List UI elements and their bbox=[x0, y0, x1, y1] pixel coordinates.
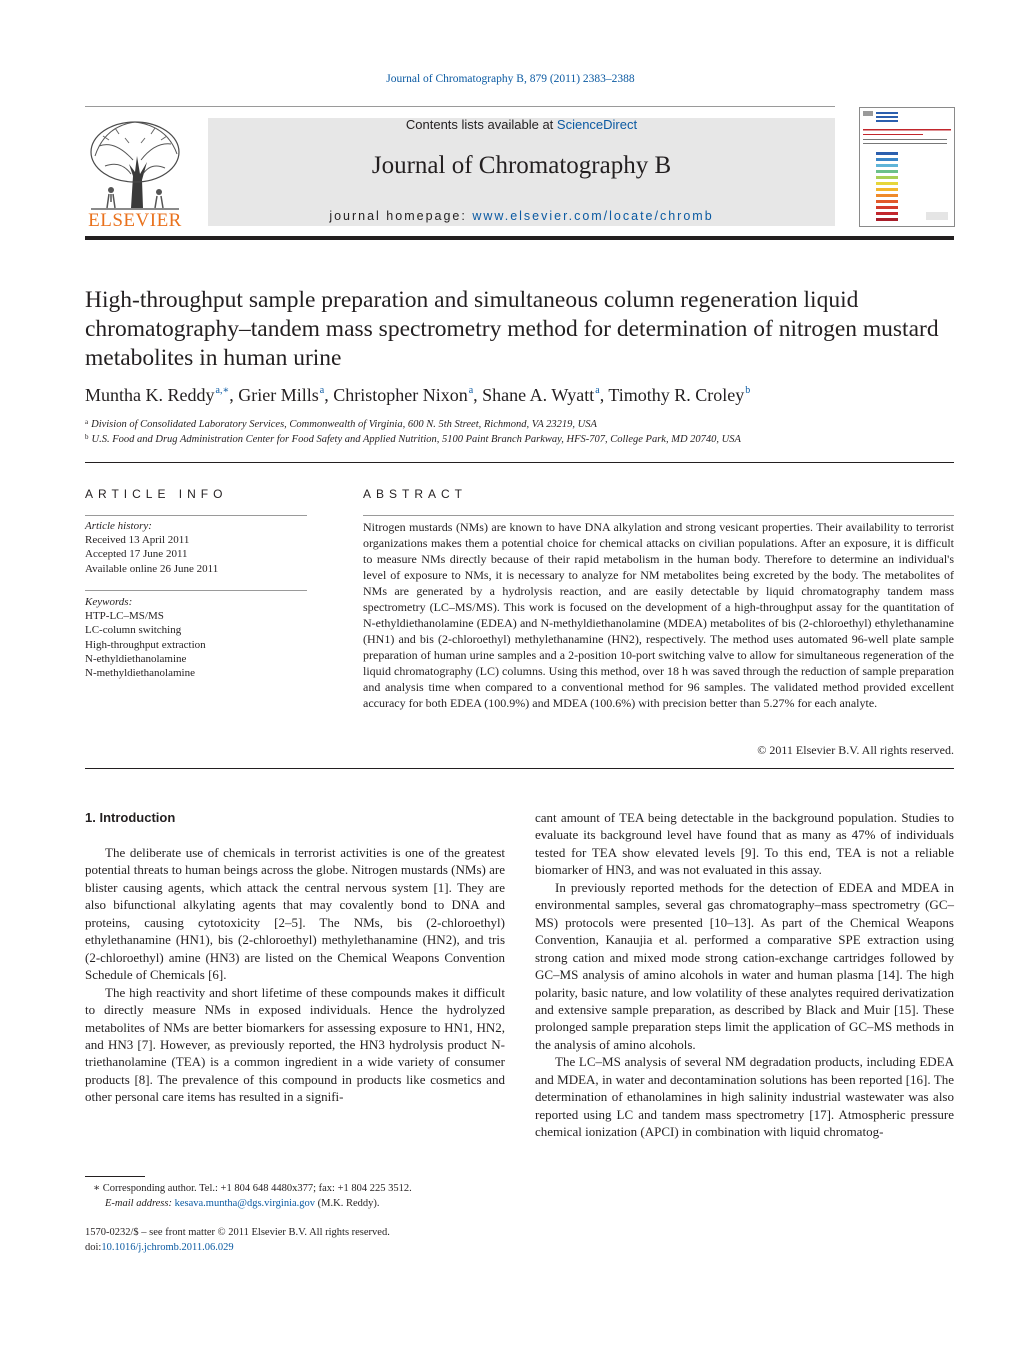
author-separator: , bbox=[229, 385, 239, 405]
abstract-heading: ABSTRACT bbox=[363, 487, 468, 501]
author-name: Muntha K. Reddy bbox=[85, 385, 215, 405]
header-thick-rule bbox=[85, 236, 954, 240]
homepage-link[interactable]: www.elsevier.com/locate/chromb bbox=[472, 209, 714, 223]
author-affiliation-marker[interactable]: a bbox=[319, 385, 325, 396]
body-column-right bbox=[535, 809, 954, 1141]
doi-prefix: doi: bbox=[85, 1241, 102, 1253]
history-online: Available online 26 June 2011 bbox=[85, 562, 219, 575]
affiliation-text: U.S. Food and Drug Administration Center for Food Safety and Applied Nutrition, 5100 Paint Branch Parkway, HFS-707, College Park, MD 20740, USA bbox=[91, 434, 741, 445]
author-affiliation-marker[interactable]: a,∗ bbox=[215, 385, 230, 396]
body-paragraph: cant amount of TEA being detectable in the background population. Studies to evaluate its background level have found that as many as 47% of individuals tested for TEA show elevated levels [9]. To this end, TEA is not a reliable biomarker of HN3, and was not evaluated in this assay. bbox=[535, 810, 954, 878]
body-paragraph: The LC–MS analysis of several NM degradation products, including EDEA and MDEA, in water and decontamination solutions has been reported [16]. The determination of ethanolamines in high salinity industrial wastewater was also reported using LC and tandem mass spectrometry [17]. Atmospheric pressure chemical ionization (APCI) in combination with liquid chromatog- bbox=[535, 1054, 954, 1140]
affiliation-text: Division of Consolidated Laboratory Services, Commonwealth of Virginia, 600 N. 5th Street, Richmond, VA 23219, USA bbox=[91, 419, 597, 430]
body-paragraph: In previously reported methods for the detection of EDEA and MDEA in environmental samples, several gas chromatography–mass spectrometry (GC–MS) protocols were presented [10–13]. As part of the Chemical Weapons Convention, Kanaujia et al. performed a comparative SPE extraction using strong cation and mixed mode strong cation-exchange cartridges followed by GC–MS analysis of amino alcohols in water and human plasma [14]. The high polarity, basic nature, and low volatility of these analytes required derivatization and extensive sample preparation, as described by Black and Muir [15]. These prolonged sample preparation steps limit the application of GC–MS methods in the analysis of amino alcohols. bbox=[535, 879, 954, 1052]
keywords-block bbox=[85, 595, 310, 680]
author-name: Timothy R. Croley bbox=[608, 385, 745, 405]
elsevier-logo bbox=[85, 116, 185, 228]
author-list bbox=[85, 385, 954, 406]
body-paragraph: The deliberate use of chemicals in terrorist activities is one of the greatest potential threats to human beings across the globe. Nitrogen mustards (NMs) are blister causing agents, which attack the central nervous system [1]. They are also bifunctional alkylating agents that may covalently bond to DNA and proteins, causing cytotoxicity [2–5]. The NMs, bis (2-chloroethyl) ethylethanamine (HN1), bis (2-chloroethyl) methylethanamine (HN2), and tris (2-chloroethyl) amine (HN3) are listed on the Chemical Weapons Convention Schedule of Chemicals [6]. bbox=[85, 845, 505, 983]
author-separator: , bbox=[473, 385, 483, 405]
email-link[interactable]: kesava.muntha@dgs.virginia.gov bbox=[174, 1197, 316, 1209]
keyword-item: N-methyldiethanolamine bbox=[85, 667, 195, 680]
article-history bbox=[85, 519, 310, 576]
body-paragraph: The high reactivity and short lifetime of these compounds makes it difficult to directly measure NMs in exposed individuals. Hence the hydrolyzed metabolites of NMs are better biomarkers for assessing exposure to HN1, HN2, and HN3 [7]. However, as previously reported, the HN3 hydrolysis product N-triethanolamine (TEA) is a common ingredient in a wide variety of consumer products [8]. The prevalence of this compound in products like cosmetics and other personal care items has resulted in a signifi- bbox=[85, 984, 505, 1105]
footnote-rule bbox=[85, 1176, 145, 1177]
author-separator: , bbox=[599, 385, 609, 405]
contents-line bbox=[208, 117, 835, 132]
abstract-copyright: © 2011 Elsevier B.V. All rights reserved. bbox=[757, 743, 954, 757]
article-history-label: Article history: bbox=[85, 520, 152, 532]
elsevier-wordmark: ELSEVIER bbox=[88, 210, 182, 228]
header-rule bbox=[85, 106, 835, 107]
doi-line bbox=[85, 1241, 505, 1256]
author-affiliation-marker[interactable]: a bbox=[468, 385, 474, 396]
author-separator: , bbox=[324, 385, 334, 405]
email-line bbox=[85, 1197, 505, 1212]
body-column-left bbox=[85, 844, 505, 1106]
introduction-heading: 1. Introduction bbox=[85, 810, 176, 825]
journal-cover-thumbnail[interactable] bbox=[859, 107, 955, 227]
doi-link[interactable]: 10.1016/j.jchromb.2011.06.029 bbox=[101, 1241, 234, 1253]
front-matter bbox=[85, 1226, 505, 1255]
issn-line: 1570-0232/$ – see front matter © 2011 Elsevier B.V. All rights reserved. bbox=[85, 1227, 390, 1238]
keywords-rule bbox=[85, 590, 307, 591]
author-name: Grier Mills bbox=[238, 385, 319, 405]
article-info-rule bbox=[85, 515, 307, 516]
affiliation-marker: a bbox=[85, 418, 89, 426]
keyword-item: High-throughput extraction bbox=[85, 638, 206, 651]
journal-citation[interactable]: Journal of Chromatography B, 879 (2011) 2383–2388 bbox=[386, 73, 635, 85]
keyword-item: HTP-LC–MS/MS bbox=[85, 610, 164, 623]
history-accepted: Accepted 17 June 2011 bbox=[85, 548, 188, 561]
keyword-item: N-ethyldiethanolamine bbox=[85, 652, 187, 665]
abstract-rule bbox=[363, 515, 954, 516]
keywords-label: Keywords: bbox=[85, 596, 133, 608]
corresponding-author-footnote bbox=[85, 1182, 505, 1211]
affiliation-a bbox=[85, 418, 954, 430]
article-info-heading: ARTICLE INFO bbox=[85, 487, 228, 501]
homepage-prefix: journal homepage: bbox=[329, 209, 473, 223]
contents-prefix: Contents lists available at bbox=[405, 117, 557, 132]
author-affiliation-marker[interactable]: a bbox=[595, 385, 600, 396]
corresponding-author-line: ∗ Corresponding author. Tel.: +1 804 648 4480x377; fax: +1 804 225 3512. bbox=[93, 1183, 412, 1194]
history-received: Received 13 April 2011 bbox=[85, 534, 190, 547]
author-name: Christopher Nixon bbox=[333, 385, 468, 405]
email-label: E-mail address: bbox=[105, 1197, 172, 1209]
body-divider bbox=[85, 768, 954, 769]
affiliation-b bbox=[85, 433, 954, 445]
author-affiliation-marker[interactable]: b bbox=[745, 385, 751, 396]
keyword-item: LC-column switching bbox=[85, 624, 182, 637]
journal-title: Journal of Chromatography B bbox=[371, 152, 672, 179]
journal-homepage bbox=[208, 209, 835, 223]
email-suffix: (M.K. Reddy). bbox=[315, 1197, 380, 1209]
article-title: High-throughput sample preparation and simultaneous column regeneration liquid chromatography–tandem mass spectrometry method for determination of nitrogen mustard metabolites in human urine bbox=[85, 287, 939, 371]
abstract-text: Nitrogen mustards (NMs) are known to have DNA alkylation and strong vesicant properties. Their availability to terrorist organizations makes them a potential choice for chemical attacks on civilian populations. After an exposure, it is difficult to measure NMs directly because of their rapid metabolism in the human body. Therefore to determine an individual's level of exposure to NMs, it is necessary to analyze for NM metabolites being excreted by the body. The metabolites of NMs are generated by a hydrolysis reaction, and are easily detectable by liquid chromatography tandem mass spectrometry (LC–MS/MS). This work is focused on the development of a high-throughput assay for the quantitation of N-ethyldiethanolamine (EDEA) and N-methyldiethanolamine (MDEA) metabolites of bis (2-chloroethyl) ethylethanamine (HN1) and bis (2-chloroethyl) methylethanamine (HN2), respectively. The method uses automated 96-well plate sample preparation of human urine samples and a 2-position 10-port switching valve to allow for simultaneous regeneration of the liquid chromatography (LC) columns. Using this method, over 18 h was saved through the reduction of sample preparation and analysis time when compared to a conventional method for 96 samples. The validated method provided excellent accuracy for both EDEA (100.9%) and MDEA (100.6%) with precision better than 5.27% for each analyte. bbox=[363, 520, 954, 710]
sciencedirect-link[interactable]: ScienceDirect bbox=[556, 117, 638, 132]
affiliation-marker: b bbox=[85, 433, 89, 441]
author-name: Shane A. Wyatt bbox=[482, 385, 595, 405]
section-divider bbox=[85, 462, 954, 463]
